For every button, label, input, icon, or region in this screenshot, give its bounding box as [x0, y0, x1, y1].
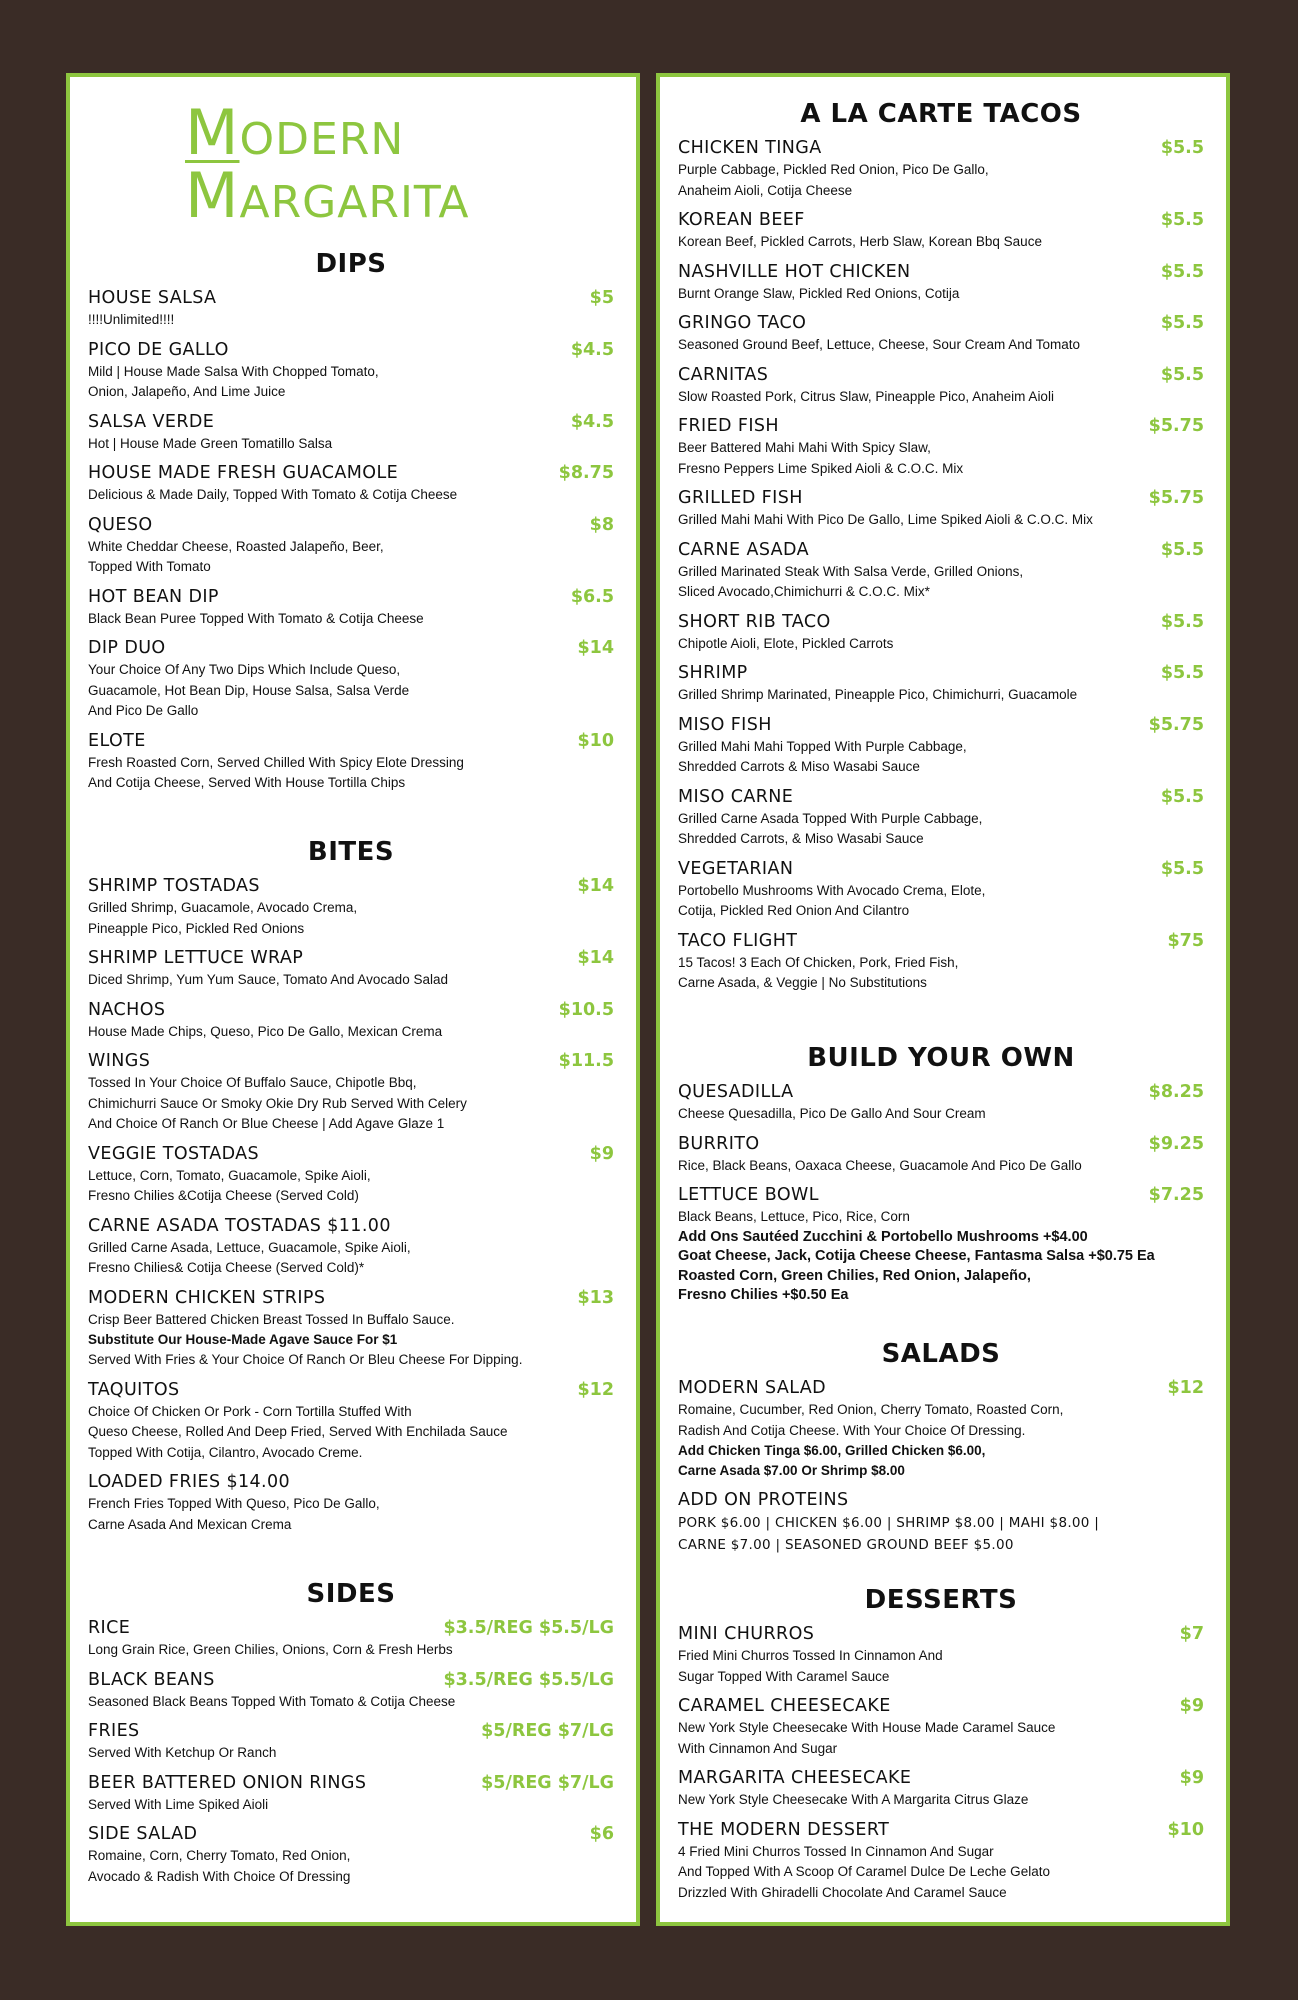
- add-on-proteins: [678, 1489, 1204, 1556]
- logo-line-1-rest: ODERN: [239, 114, 405, 165]
- menu-item: [678, 487, 1204, 531]
- menu-item: [88, 339, 614, 403]
- menu-item-description: Rice, Black Beans, Oaxaca Cheese, Guacamole And Pico De Gallo: [678, 1157, 1082, 1173]
- menu-item: [88, 875, 614, 939]
- menu-item: [88, 514, 614, 578]
- menu-item-price: $3.5/REG $5.5/LG: [443, 1669, 614, 1690]
- menu-item-price: $5: [589, 288, 614, 308]
- menu-item-name: MARGARITA CHEESECAKE: [678, 1768, 912, 1788]
- menu-item-price: $5.5: [1160, 786, 1204, 807]
- menu-item-price: $9: [1179, 1696, 1204, 1716]
- menu-item: [88, 637, 614, 722]
- menu-item-description: Grilled Marinated Steak With Salsa Verde, Grilled Onions, Sliced Avocado,Chimichurri & C.O.C. Mix*: [678, 563, 1024, 599]
- menu-item-price: $14: [577, 948, 614, 968]
- menu-item: [88, 1669, 614, 1713]
- menu-item-name: PICO DE GALLO: [88, 339, 229, 360]
- menu-item-price: $5.75: [1148, 714, 1204, 735]
- menu-item: [678, 1819, 1204, 1904]
- menu-item: [88, 1823, 614, 1887]
- menu-item-name: SHRIMP: [678, 663, 748, 683]
- menu-item: [88, 287, 614, 331]
- menu-item: [678, 312, 1204, 356]
- menu-item: [88, 411, 614, 455]
- menu-item-price: $14: [577, 638, 614, 658]
- menu-item: [678, 1377, 1204, 1481]
- menu-item-price: $5.5: [1160, 858, 1204, 879]
- right-menu-panel: [656, 73, 1230, 1926]
- menu-item-description: House Made Chips, Queso, Pico De Gallo, Mexican Crema: [88, 1023, 443, 1039]
- menu-item-price: $14: [577, 876, 614, 896]
- left-menu-panel: [66, 73, 640, 1926]
- logo-line-2: MARGARITA: [185, 159, 470, 232]
- menu-item-name: RICE: [88, 1618, 131, 1638]
- menu-item-name: CARNE ASADA: [678, 539, 809, 560]
- menu-item-description: Black Bean Puree Topped With Tomato & Cotija Cheese: [88, 610, 424, 626]
- menu-item: [678, 1623, 1204, 1687]
- menu-item-name: GRINGO TACO: [678, 313, 807, 333]
- menu-item-price: $9.25: [1148, 1133, 1204, 1154]
- build-your-own-section: [678, 1043, 1204, 1306]
- menu-item-name: SALSA VERDE: [88, 411, 215, 432]
- menu-item-name: CARAMEL CHEESECAKE: [678, 1696, 891, 1716]
- menu-item-name: VEGETARIAN: [678, 858, 794, 879]
- menu-item-description: Seasoned Ground Beef, Lettuce, Cheese, Sour Cream And Tomato: [678, 337, 1081, 352]
- menu-item-name: QUESADILLA: [678, 1082, 794, 1102]
- menu-item: [678, 415, 1204, 479]
- menu-item-price: $7.25: [1148, 1185, 1204, 1205]
- menu-item-price: $5/REG $7/LG: [481, 1772, 614, 1793]
- menu-item-note: Add Chicken Tinga $6.00, Grilled Chicken $6.00, Carne Asada $7.00 Or Shrimp $8.00: [678, 1443, 986, 1478]
- menu-item: [678, 1767, 1204, 1811]
- menu-item-description: Burnt Orange Slaw, Pickled Red Onions, Cotija: [678, 285, 960, 301]
- menu-item-name: SIDE SALAD: [88, 1824, 198, 1844]
- salads-section: [678, 1339, 1204, 1556]
- menu-item-description: Portobello Mushrooms With Avocado Crema, Elote, Cotija, Pickled Red Onion And Cilantro: [678, 882, 986, 918]
- menu-item-name: BLACK BEANS: [88, 1669, 215, 1690]
- menu-item-description: Grilled Carne Asada, Lettuce, Guacamole, Spike Aioli, Fresno Chilies& Cotija Cheese (Served Cold)*: [88, 1239, 411, 1275]
- sides-heading: SIDES: [306, 1579, 396, 1609]
- menu-item-description: Fresh Roasted Corn, Served Chilled With Spicy Elote Dressing And Cotija Cheese, Served With House Tortilla Chips: [88, 754, 464, 790]
- menu-item: [678, 1081, 1204, 1125]
- menu-item: [88, 1471, 614, 1535]
- menu-item-price: $10: [577, 730, 614, 751]
- restaurant-logo: [185, 96, 470, 232]
- menu-item-description: Romaine, Corn, Cherry Tomato, Red Onion, Avocado & Radish With Choice Of Dressing: [88, 1848, 351, 1884]
- menu-item: [678, 261, 1204, 305]
- menu-item-price: $5.5: [1160, 138, 1204, 158]
- menu-item-price: $11.5: [558, 1051, 614, 1071]
- menu-item: [678, 1184, 1204, 1228]
- menu-item-description: Cheese Quesadilla, Pico De Gallo And Sour Cream: [678, 1106, 986, 1121]
- tacos-heading: A LA CARTE TACOS: [800, 99, 1082, 129]
- menu-item-price: $6: [589, 1824, 614, 1844]
- logo-line-1: MODERN: [185, 96, 405, 169]
- menu-item-description: White Cheddar Cheese, Roasted Jalapeño, Beer, Topped With Tomato: [88, 538, 384, 574]
- menu-item-description: Grilled Shrimp, Guacamole, Avocado Crema, Pineapple Pico, Pickled Red Onions: [88, 900, 358, 936]
- menu-item-description: Grilled Carne Asada Topped With Purple Cabbage, Shredded Carrots, & Miso Wasabi Sauce: [678, 810, 983, 846]
- menu-item-name: THE MODERN DESSERT: [678, 1819, 890, 1840]
- menu-item-description: Beer Battered Mahi Mahi With Spicy Slaw, Fresno Peppers Lime Spiked Aioli & C.O.C. Mix: [678, 440, 964, 476]
- menu-item-description: Crisp Beer Battered Chicken Breast Tossed In Buffalo Sauce.: [88, 1311, 455, 1327]
- menu-item-name: LOADED FRIES $14.00: [88, 1472, 291, 1492]
- menu-item-description: Diced Shrimp, Yum Yum Sauce, Tomato And Avocado Salad: [88, 972, 448, 987]
- menu-item-name: FRIED FISH: [678, 416, 779, 436]
- menu-item-price: $5.5: [1160, 539, 1204, 560]
- menu-item-name: MISO CARNE: [678, 786, 794, 807]
- menu-item-price: $12: [577, 1379, 614, 1400]
- menu-item: [88, 1287, 614, 1371]
- dips-section: [88, 249, 614, 794]
- menu-item-price: $5.5: [1160, 663, 1204, 683]
- menu-item-price: $8.25: [1148, 1082, 1204, 1102]
- logo-line-2-rest: ARGARITA: [239, 177, 470, 228]
- menu-item-price: $5.5: [1160, 364, 1204, 385]
- menu-item: [88, 1720, 614, 1764]
- menu-item: [88, 1050, 614, 1135]
- bites-section: [88, 837, 614, 1535]
- tacos-section: [678, 99, 1204, 994]
- menu-item: [88, 462, 614, 506]
- menu-item-name: ELOTE: [88, 730, 146, 751]
- menu-item-description: !!!!Unlimited!!!!: [88, 312, 175, 327]
- menu-item: [88, 947, 614, 991]
- menu-item-name: CARNITAS: [678, 364, 769, 385]
- menu-item-name: BEER BATTERED ONION RINGS: [88, 1772, 367, 1793]
- menu-item: [678, 930, 1204, 994]
- menu-item-price: $10: [1167, 1819, 1204, 1840]
- build-heading: BUILD YOUR OWN: [807, 1043, 1075, 1073]
- menu-item-price: $7: [1179, 1624, 1204, 1644]
- menu-item-name: SHRIMP TOSTADAS: [88, 876, 260, 896]
- menu-item-description: Black Beans, Lettuce, Pico, Rice, Corn: [678, 1209, 910, 1224]
- add-ons-text: Add Ons Sautéed Zucchini & Portobello Mushrooms +$4.00 Goat Cheese, Jack, Cotija Cheese Cheese, Fantasma Salsa +$0.75 Ea Roasted Corn, Green Chilies, Red Onion, Jalapeño, Fresno Chilies +$0.50 Ea: [678, 1228, 1155, 1303]
- menu-item-price: $75: [1167, 930, 1204, 951]
- menu-item-price: $12: [1167, 1378, 1204, 1398]
- menu-item: [88, 1772, 614, 1816]
- desserts-heading: DESSERTS: [864, 1585, 1018, 1615]
- menu-item-price: $13: [577, 1287, 614, 1308]
- menu-item: [88, 1379, 614, 1464]
- menu-item-price: $4.5: [570, 339, 614, 360]
- menu-item-name: DIP DUO: [88, 638, 166, 658]
- menu-item: [678, 209, 1204, 253]
- menu-item: [678, 611, 1204, 655]
- menu-item-name: CARNE ASADA TOSTADAS $11.00: [88, 1215, 391, 1236]
- menu-item: [88, 1143, 614, 1207]
- menu-item-name: FRIES: [88, 1721, 140, 1741]
- menu-item: [88, 1617, 614, 1661]
- bites-heading: BITES: [307, 837, 395, 867]
- menu-item-description: Choice Of Chicken Or Pork - Corn Tortilla Stuffed With Queso Cheese, Rolled And Deep Fried, Served With Enchilada Sauce Topped With Cotija, Cilantro, Avocado Creme.: [88, 1403, 508, 1460]
- menu-item: [678, 364, 1204, 408]
- desserts-section: [678, 1585, 1204, 1903]
- menu-item-price: $5.5: [1160, 210, 1204, 230]
- sides-section: [88, 1579, 614, 1887]
- menu-item: [678, 858, 1204, 922]
- menu-item-description: Korean Beef, Pickled Carrots, Herb Slaw, Korean Bbq Sauce: [678, 234, 1042, 249]
- menu-item-price: $5.75: [1148, 416, 1204, 436]
- menu-item: [88, 730, 614, 794]
- menu-item-description: Hot | House Made Green Tomatillo Salsa: [88, 435, 333, 451]
- menu-item-description: Tossed In Your Choice Of Buffalo Sauce, Chipotle Bbq, Chimichurri Sauce Or Smoky Okie Dry Rub Served With Celery And Choice Of Ranch Or Blue Cheese | Add Agave Glaze 1: [88, 1075, 467, 1131]
- dips-heading: DIPS: [315, 249, 387, 279]
- menu-item-description: Slow Roasted Pork, Citrus Slaw, Pineapple Pico, Anaheim Aioli: [678, 388, 1054, 404]
- menu-item-name: SHRIMP LETTUCE WRAP: [88, 948, 304, 968]
- menu-item-description: Served With Ketchup Or Ranch: [88, 1745, 277, 1760]
- menu-item-description: New York Style Cheesecake With A Margarita Citrus Glaze: [678, 1792, 1029, 1807]
- menu-item-name: BURRITO: [678, 1133, 760, 1154]
- menu-item-description: Lettuce, Corn, Tomato, Guacamole, Spike Aioli, Fresno Chilies &Cotija Cheese (Served Cold): [88, 1167, 371, 1203]
- menu-item-description: Mild | House Made Salsa With Chopped Tomato, Onion, Jalapeño, And Lime Juice: [88, 363, 379, 399]
- menu-item-price: $4.5: [570, 411, 614, 432]
- menu-item-price: $8.75: [558, 463, 614, 483]
- menu-item-description: Delicious & Made Daily, Topped With Tomato & Cotija Cheese: [88, 487, 458, 502]
- menu-item-description: French Fries Topped With Queso, Pico De Gallo, Carne Asada And Mexican Crema: [88, 1496, 380, 1532]
- menu-item-price: $9: [1179, 1768, 1204, 1788]
- add-on-proteins-title: ADD ON PROTEINS: [678, 1490, 849, 1510]
- menu-item-name: WINGS: [88, 1051, 151, 1071]
- menu-item-description: Served With Lime Spiked Aioli: [88, 1796, 269, 1812]
- menu-item-name: HOUSE MADE FRESH GUACAMOLE: [88, 463, 399, 483]
- menu-item: [88, 999, 614, 1043]
- menu-item-price: $5/REG $7/LG: [481, 1721, 614, 1741]
- menu-item-price: $5.5: [1160, 313, 1204, 333]
- menu-item: [88, 1215, 614, 1279]
- menu-item: [678, 786, 1204, 850]
- menu-item-price: $9: [589, 1143, 614, 1164]
- menu-item-description: Romaine, Cucumber, Red Onion, Cherry Tomato, Roasted Corn, Radish And Cotija Cheese. With Your Choice Of Dressing.: [678, 1402, 1064, 1438]
- menu-item-description: 15 Tacos! 3 Each Of Chicken, Pork, Fried Fish, Carne Asada, & Veggie | No Substitutions: [678, 954, 959, 990]
- menu-item-description: Purple Cabbage, Pickled Red Onion, Pico De Gallo, Anaheim Aioli, Cotija Cheese: [678, 162, 989, 198]
- menu-item-description: Grilled Mahi Mahi With Pico De Gallo, Lime Spiked Aioli & C.O.C. Mix: [678, 512, 1093, 527]
- menu-item: [678, 137, 1204, 201]
- menu-item-name: MODERN CHICKEN STRIPS: [88, 1287, 326, 1308]
- menu-item-description: Chipotle Aioli, Elote, Pickled Carrots: [678, 635, 894, 651]
- menu-item-description-extra: Served With Fries & Your Choice Of Ranch Or Bleu Cheese For Dipping.: [88, 1352, 523, 1367]
- menu-item-name: NASHVILLE HOT CHICKEN: [678, 261, 911, 282]
- menu-item-price: $8: [589, 514, 614, 535]
- menu-item-description: New York Style Cheesecake With House Made Caramel Sauce With Cinnamon And Sugar: [678, 1720, 1056, 1756]
- menu-item-description: Grilled Mahi Mahi Topped With Purple Cabbage, Shredded Carrots & Miso Wasabi Sauce: [678, 738, 967, 774]
- menu-item: [678, 1695, 1204, 1759]
- menu-item-name: CHICKEN TINGA: [678, 138, 822, 158]
- menu-item-description: Grilled Shrimp Marinated, Pineapple Pico, Chimichurri, Guacamole: [678, 687, 1078, 702]
- menu-item-description: 4 Fried Mini Churros Tossed In Cinnamon And Sugar And Topped With A Scoop Of Caramel Dulce De Leche Gelato Drizzled With Ghiradelli Chocolate And Caramel Sauce: [678, 1843, 1050, 1900]
- menu-item-name: TACO FLIGHT: [678, 930, 798, 951]
- menu-item-name: HOT BEAN DIP: [88, 586, 219, 607]
- menu-item-name: QUESO: [88, 514, 153, 535]
- menu-item-description: Seasoned Black Beans Topped With Tomato & Cotija Cheese: [88, 1693, 456, 1709]
- menu-item-note: Substitute Our House-Made Agave Sauce For $1: [88, 1332, 398, 1347]
- menu-item-description: Your Choice Of Any Two Dips Which Include Queso, Guacamole, Hot Bean Dip, House Salsa, Salsa Verde And Pico De Gallo: [88, 662, 410, 718]
- menu-item: [88, 586, 614, 630]
- menu-item-name: MODERN SALAD: [678, 1378, 827, 1398]
- menu-item-price: $5.5: [1160, 611, 1204, 632]
- menu-item-price: $5.5: [1160, 261, 1204, 282]
- menu-item-name: GRILLED FISH: [678, 488, 803, 508]
- menu-item-name: VEGGIE TOSTADAS: [88, 1143, 260, 1164]
- menu-item-name: SHORT RIB TACO: [678, 611, 831, 632]
- menu-item-name: LETTUCE BOWL: [678, 1185, 819, 1205]
- salads-heading: SALADS: [881, 1339, 1001, 1369]
- menu-item-name: HOUSE SALSA: [88, 288, 217, 308]
- menu-item-price: $10.5: [558, 999, 614, 1020]
- menu-item: [678, 714, 1204, 778]
- menu-item-name: MINI CHURROS: [678, 1624, 815, 1644]
- menu-item-description: Long Grain Rice, Green Chilies, Onions, Corn & Fresh Herbs: [88, 1642, 453, 1657]
- menu-item-name: NACHOS: [88, 999, 166, 1020]
- menu-item: [678, 539, 1204, 603]
- menu-item-price: $5.75: [1148, 488, 1204, 508]
- menu-item: [678, 662, 1204, 706]
- menu-item-name: TAQUITOS: [88, 1379, 180, 1400]
- add-on-proteins-list: PORK $6.00 | CHICKEN $6.00 | SHRIMP $8.00 | MAHI $8.00 | CARNE $7.00 | SEASONED GROUND BEEF $5.00: [678, 1515, 1100, 1553]
- menu-item-description: Fried Mini Churros Tossed In Cinnamon And Sugar Topped With Caramel Sauce: [678, 1648, 943, 1684]
- menu-item-price: $6.5: [570, 586, 614, 607]
- menu-item-name: KOREAN BEEF: [678, 210, 805, 230]
- menu-item: [678, 1133, 1204, 1177]
- menu-item-price: $3.5/REG $5.5/LG: [443, 1618, 614, 1638]
- menu-item-name: MISO FISH: [678, 714, 772, 735]
